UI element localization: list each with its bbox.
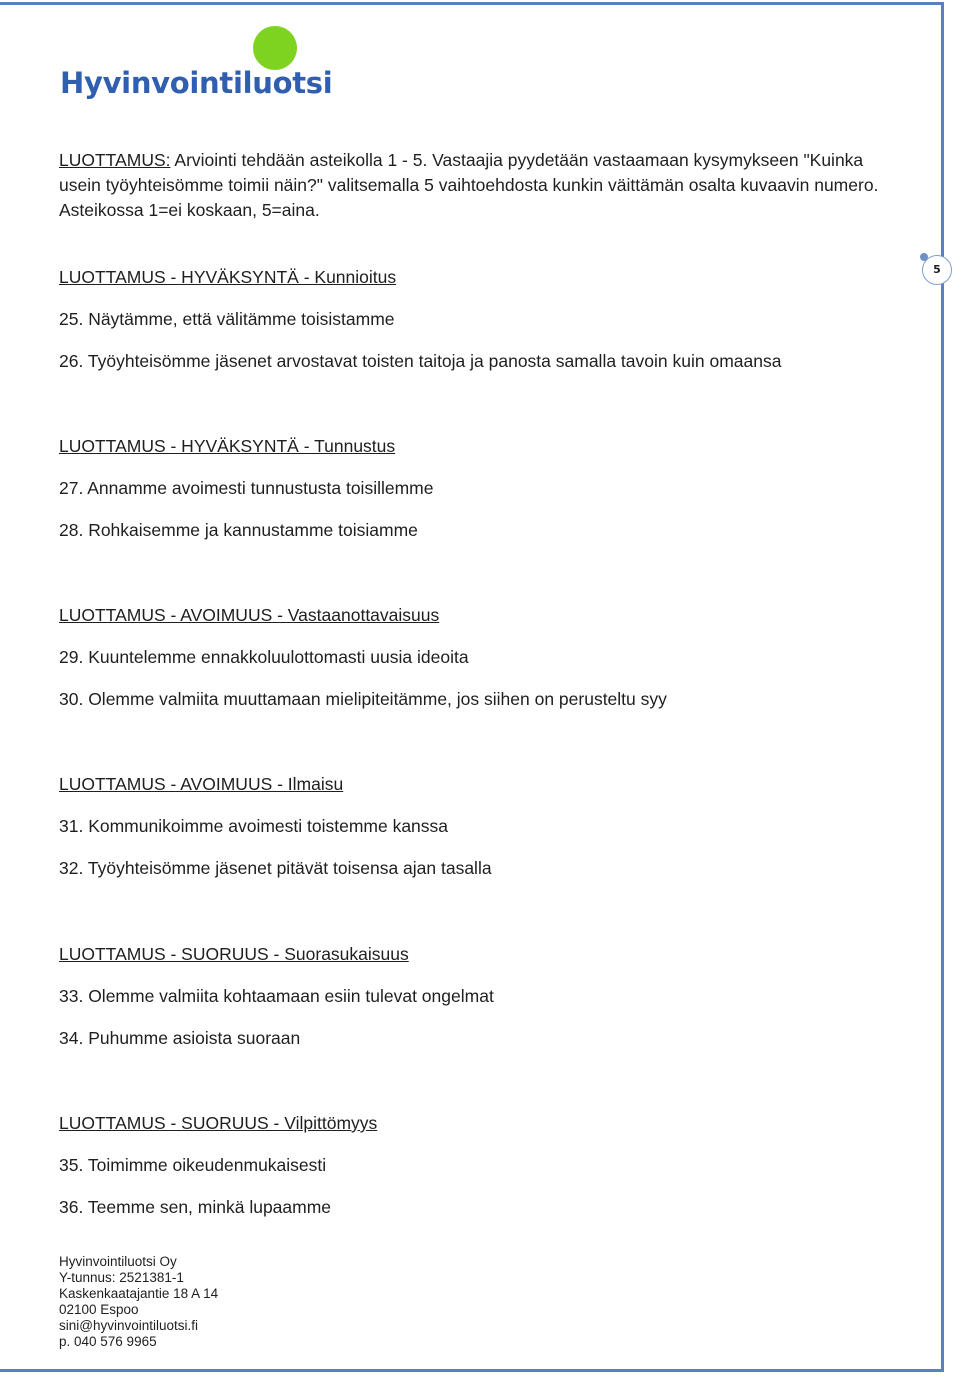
- question-item: 28. Rohkaisemme ja kannustamme toisiamme: [59, 520, 418, 540]
- section-heading: LUOTTAMUS - SUORUUS - Suorasukaisuus: [59, 944, 409, 964]
- section-suorasukaisuus: [59, 942, 919, 1050]
- footer-phone: p. 040 576 9965: [59, 1334, 157, 1349]
- section-tunnustus: [59, 434, 919, 542]
- question-item: 33. Olemme valmiita kohtaamaan esiin tulevat ongelmat: [59, 986, 494, 1006]
- section-kunnioitus: [59, 265, 919, 373]
- footer-business-id: Y-tunnus: 2521381-1: [59, 1270, 184, 1285]
- section-heading: LUOTTAMUS - HYVÄKSYNTÄ - Kunnioitus: [59, 267, 397, 287]
- brand-logo: [60, 22, 333, 102]
- section-vilpittomyys: [59, 1111, 919, 1219]
- intro-text: Arviointi tehdään asteikolla 1 - 5. Vastaajia pyydetään vastaamaan kysymykseen "Kuinka usein työyhteisömme toimii näin?" valitsemalla 5 vaihtoehdosta kunkin väittämän osalta kuvaavin numero. Asteikossa 1=ei koskaan, 5=aina.: [59, 150, 879, 220]
- footer-city: 02100 Espoo: [59, 1302, 139, 1317]
- section-heading: LUOTTAMUS - HYVÄKSYNTÄ - Tunnustus: [59, 436, 396, 456]
- question-item: 35. Toimimme oikeudenmukaisesti: [59, 1155, 327, 1175]
- section-heading: LUOTTAMUS - AVOIMUUS - Ilmaisu: [59, 774, 344, 794]
- intro-paragraph: [59, 148, 879, 223]
- question-item: 29. Kuuntelemme ennakkoluulottomasti uusia ideoita: [59, 647, 469, 667]
- logo-text: Hyvinvointiluotsi: [60, 66, 333, 100]
- question-item: 27. Annamme avoimesti tunnustusta toisillemme: [59, 478, 434, 498]
- section-heading: LUOTTAMUS - SUORUUS - Vilpittömyys: [59, 1113, 378, 1133]
- section-vastaanottavaisuus: [59, 603, 919, 711]
- question-item: 26. Työyhteisömme jäsenet arvostavat toisten taitoja ja panosta samalla tavoin kuin omaansa: [59, 351, 782, 371]
- question-item: 30. Olemme valmiita muuttamaan mielipiteitämme, jos siihen on perusteltu syy: [59, 689, 667, 709]
- question-item: 36. Teemme sen, minkä lupaamme: [59, 1197, 332, 1217]
- company-footer: [59, 1254, 218, 1350]
- section-heading: LUOTTAMUS - AVOIMUUS - Vastaanottavaisuus: [59, 605, 440, 625]
- intro-lead: LUOTTAMUS:: [59, 150, 171, 170]
- question-item: 25. Näytämme, että välitämme toisistamme: [59, 309, 395, 329]
- question-item: 32. Työyhteisömme jäsenet pitävät toisensa ajan tasalla: [59, 858, 492, 878]
- question-item: 31. Kommunikoimme avoimesti toistemme kanssa: [59, 816, 449, 836]
- section-ilmaisu: [59, 772, 919, 880]
- question-item: 34. Puhumme asioista suoraan: [59, 1028, 301, 1048]
- page-number: 5: [922, 255, 952, 285]
- footer-street: Kaskenkaatajantie 18 A 14: [59, 1286, 219, 1301]
- footer-company: Hyvinvointiluotsi Oy: [59, 1254, 177, 1269]
- logo-dot-icon: [253, 26, 297, 70]
- footer-email[interactable]: sini@hyvinvointiluotsi.fi: [59, 1318, 199, 1333]
